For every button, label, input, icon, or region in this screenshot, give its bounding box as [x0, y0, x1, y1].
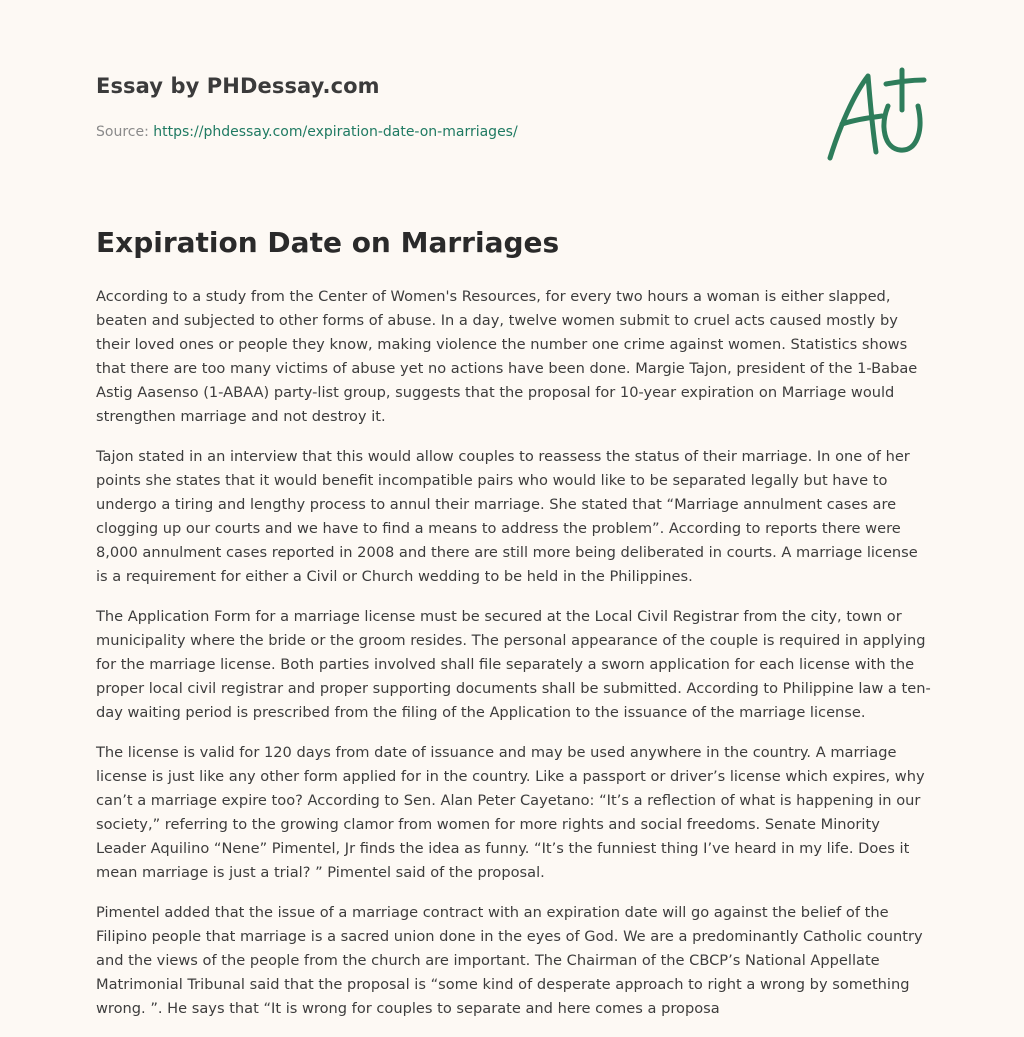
essay-header: [96, 74, 796, 140]
essay-paragraph: According to a study from the Center of Women's Resources, for every two hours a woman is either slapped, beaten and subjected to other forms of abuse. In a day, twelve women submit to cruel acts caused mostly by their loved ones or people they know, making violence the number one crime against women. Statistics shows that there are too many victims of abuse yet no actions have been done. Margie Tajon, president of the 1-Babae Astig Aasenso (1-ABAA) party-list group, suggests that the proposal for 10-year expiration on Marriage would strengthen marriage and not destroy it.: [96, 288, 918, 425]
essay-title: Expiration Date on Marriages: [96, 226, 560, 259]
source-label: Source:: [96, 124, 154, 140]
essay-body: [96, 285, 932, 1037]
essay-paragraph: Pimentel added that the issue of a marriage contract with an expiration date will go against the belief of the Filipino people that marriage is a sacred union done in the eyes of God. We are a predominantly Catholic country and the views of the people from the church are important. The Chairman of the CBCP’s National Appellate Matrimonial Tribunal said that the proposal is “some kind of desperate approach to right a wrong by something wrong. ”. He says that “It is wrong for couples to separate and here comes a proposa: [96, 904, 923, 1017]
essay-paragraph: Tajon stated in an interview that this would allow couples to reassess the status of their marriage. In one of her points she states that it would benefit incompatible pairs who would like to be separated legally but have to undergo a tiring and lengthy process to annul their marriage. She stated that “Marriage annulment cases are clogging up our courts and we have to find a means to address the problem”. According to reports there were 8,000 annulment cases reported in 2008 and there are still more being deliberated in courts. A marriage license is a requirement for either a Civil or Church wedding to be held in the Philippines.: [96, 448, 918, 585]
a-plus-icon: [820, 66, 930, 166]
essay-paragraph: The Application Form for a marriage license must be secured at the Local Civil Registrar from the city, town or municipality where the bride or the groom resides. The personal appearance of the couple is required in applying for the marriage license. Both parties involved shall file separately a sworn application for each license with the proper local civil registrar and proper supporting documents shall be submitted. According to Philippine law a ten-day waiting period is prescribed from the filing of the Application to the issuance of the marriage license.: [96, 608, 931, 721]
essay-paragraph: The license is valid for 120 days from date of issuance and may be used anywhere in the country. A marriage license is just like any other form applied for in the country. Like a passport or driver’s license which expires, why can’t a marriage expire too? According to Sen. Alan Peter Cayetano: “It’s a reflection of what is happening in our society,” referring to the growing clamor from women for more rights and social freedoms. Senate Minority Leader Aquilino “Nene” Pimentel, Jr finds the idea as funny. “It’s the funniest thing I’ve heard in my life. Does it mean marriage is just a trial? ” Pimentel said of the proposal.: [96, 744, 925, 881]
source-link[interactable]: https://phdessay.com/expiration-date-on-marriages/: [153, 124, 518, 140]
source-line: [96, 124, 796, 140]
brand-title: Essay by PHDessay.com: [96, 74, 380, 98]
